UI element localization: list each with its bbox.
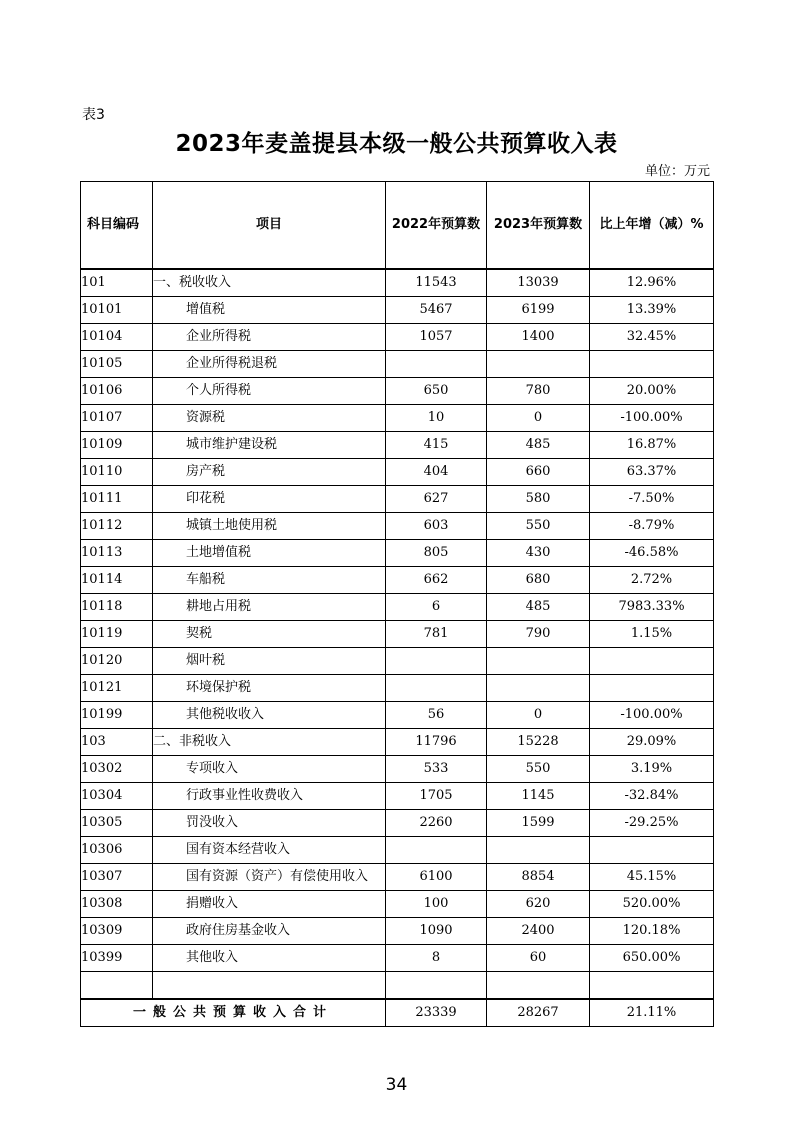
row-budget-2023: 8854 (487, 864, 590, 891)
row-item-name: 车船税 (153, 567, 386, 594)
total-budget-2023: 28267 (487, 999, 590, 1027)
row-change-pct (590, 675, 714, 702)
row-budget-2023: 1599 (487, 810, 590, 837)
row-code: 10305 (81, 810, 153, 837)
row-budget-2023: 550 (487, 756, 590, 783)
row-budget-2023 (487, 648, 590, 675)
table-row (81, 432, 714, 459)
row-change-pct: -32.84% (590, 783, 714, 810)
row-item-name: 捐赠收入 (153, 891, 386, 918)
row-item-name: 行政事业性收费收入 (153, 783, 386, 810)
row-code: 10304 (81, 783, 153, 810)
row-budget-2022: 627 (386, 486, 487, 513)
row-change-pct: 650.00% (590, 945, 714, 972)
row-budget-2023: 620 (487, 891, 590, 918)
row-change-pct: 29.09% (590, 729, 714, 756)
row-code: 10107 (81, 405, 153, 432)
row-change-pct: -7.50% (590, 486, 714, 513)
row-change-pct: -29.25% (590, 810, 714, 837)
row-budget-2023: 485 (487, 432, 590, 459)
row-budget-2023: 680 (487, 567, 590, 594)
row-budget-2023: 60 (487, 945, 590, 972)
row-item-name: 二、非税收入 (153, 729, 386, 756)
row-item-name: 耕地占用税 (153, 594, 386, 621)
row-change-pct: 63.37% (590, 459, 714, 486)
total-row (81, 999, 714, 1027)
row-code: 10101 (81, 297, 153, 324)
header-item: 项目 (153, 182, 386, 270)
row-code: 10399 (81, 945, 153, 972)
header-change-pct: 比上年增（减）% (590, 182, 714, 270)
row-budget-2022: 404 (386, 459, 487, 486)
row-change-pct: 45.15% (590, 864, 714, 891)
row-budget-2023: 1145 (487, 783, 590, 810)
header-code: 科目编码 (81, 182, 153, 270)
table-row (81, 675, 714, 702)
row-item-name: 土地增值税 (153, 540, 386, 567)
row-code: 10109 (81, 432, 153, 459)
row-budget-2022: 11543 (386, 269, 487, 297)
table-row (81, 891, 714, 918)
row-code: 10119 (81, 621, 153, 648)
row-budget-2022: 10 (386, 405, 487, 432)
row-budget-2023 (487, 837, 590, 864)
row-change-pct: -46.58% (590, 540, 714, 567)
row-item-name: 城镇土地使用税 (153, 513, 386, 540)
row-code: 10308 (81, 891, 153, 918)
table-row (81, 702, 714, 729)
row-budget-2023: 2400 (487, 918, 590, 945)
row-budget-2022: 415 (386, 432, 487, 459)
row-item-name: 企业所得税退税 (153, 351, 386, 378)
row-budget-2022: 662 (386, 567, 487, 594)
row-budget-2022 (386, 648, 487, 675)
row-item-name: 个人所得税 (153, 378, 386, 405)
table-row (81, 405, 714, 432)
row-code (81, 972, 153, 1000)
page-number: 34 (385, 1075, 408, 1095)
budget-table (80, 181, 714, 1027)
table-row (81, 756, 714, 783)
row-budget-2022: 1057 (386, 324, 487, 351)
row-code: 10118 (81, 594, 153, 621)
table-row (81, 378, 714, 405)
row-budget-2023: 0 (487, 702, 590, 729)
row-change-pct: 520.00% (590, 891, 714, 918)
row-budget-2023: 790 (487, 621, 590, 648)
row-code: 10105 (81, 351, 153, 378)
row-code: 10121 (81, 675, 153, 702)
row-budget-2022 (386, 675, 487, 702)
row-code: 103 (81, 729, 153, 756)
row-change-pct: 13.39% (590, 297, 714, 324)
table-row (81, 621, 714, 648)
row-budget-2023: 780 (487, 378, 590, 405)
row-budget-2022: 5467 (386, 297, 487, 324)
row-budget-2023: 6199 (487, 297, 590, 324)
table-row (81, 729, 714, 756)
table-row (81, 351, 714, 378)
row-item-name: 烟叶税 (153, 648, 386, 675)
table-row (81, 324, 714, 351)
row-budget-2023: 580 (487, 486, 590, 513)
row-change-pct: 1.15% (590, 621, 714, 648)
row-item-name: 国有资源（资产）有偿使用收入 (153, 864, 386, 891)
row-budget-2023 (487, 972, 590, 1000)
row-budget-2023: 15228 (487, 729, 590, 756)
table-label: 表3 (82, 107, 105, 123)
row-budget-2022: 533 (386, 756, 487, 783)
total-label: 一般公共预算收入合计 (81, 999, 386, 1027)
row-change-pct: 16.87% (590, 432, 714, 459)
row-item-name: 国有资本经营收入 (153, 837, 386, 864)
table-row (81, 837, 714, 864)
table-row (81, 513, 714, 540)
row-budget-2022: 100 (386, 891, 487, 918)
row-item-name: 契税 (153, 621, 386, 648)
row-budget-2022: 2260 (386, 810, 487, 837)
row-budget-2023: 550 (487, 513, 590, 540)
table-row (81, 810, 714, 837)
row-item-name: 一、税收收入 (153, 269, 386, 297)
row-item-name: 资源税 (153, 405, 386, 432)
row-item-name: 罚没收入 (153, 810, 386, 837)
total-budget-2022: 23339 (386, 999, 487, 1027)
table-row (81, 972, 714, 1000)
unit-note: 单位：万元 (644, 164, 710, 179)
row-code: 10306 (81, 837, 153, 864)
row-code: 10307 (81, 864, 153, 891)
row-item-name: 其他税收收入 (153, 702, 386, 729)
table-row (81, 783, 714, 810)
row-item-name: 其他收入 (153, 945, 386, 972)
row-change-pct (590, 351, 714, 378)
row-code: 10111 (81, 486, 153, 513)
table-row (81, 945, 714, 972)
row-change-pct: 7983.33% (590, 594, 714, 621)
row-budget-2022 (386, 972, 487, 1000)
row-item-name: 印花税 (153, 486, 386, 513)
row-change-pct (590, 837, 714, 864)
row-budget-2022: 1705 (386, 783, 487, 810)
row-item-name: 企业所得税 (153, 324, 386, 351)
row-change-pct (590, 972, 714, 1000)
row-budget-2022: 11796 (386, 729, 487, 756)
row-change-pct: 32.45% (590, 324, 714, 351)
header-budget-2022: 2022年预算数 (386, 182, 487, 270)
row-item-name: 政府住房基金收入 (153, 918, 386, 945)
row-budget-2023: 1400 (487, 324, 590, 351)
row-item-name: 专项收入 (153, 756, 386, 783)
table-row (81, 540, 714, 567)
row-budget-2022: 805 (386, 540, 487, 567)
row-budget-2022: 603 (386, 513, 487, 540)
row-budget-2022: 781 (386, 621, 487, 648)
row-item-name (153, 972, 386, 1000)
row-code: 10104 (81, 324, 153, 351)
row-change-pct: -8.79% (590, 513, 714, 540)
row-change-pct: -100.00% (590, 702, 714, 729)
row-budget-2022: 6100 (386, 864, 487, 891)
row-code: 101 (81, 269, 153, 297)
row-budget-2023: 660 (487, 459, 590, 486)
table-row (81, 269, 714, 297)
table-row (81, 918, 714, 945)
row-code: 10113 (81, 540, 153, 567)
row-code: 10114 (81, 567, 153, 594)
row-code: 10106 (81, 378, 153, 405)
table-row (81, 486, 714, 513)
row-budget-2022: 6 (386, 594, 487, 621)
row-budget-2022: 8 (386, 945, 487, 972)
row-budget-2023 (487, 675, 590, 702)
table-row (81, 594, 714, 621)
row-budget-2023 (487, 351, 590, 378)
row-code: 10309 (81, 918, 153, 945)
row-item-name: 房产税 (153, 459, 386, 486)
row-change-pct: 2.72% (590, 567, 714, 594)
row-budget-2022: 56 (386, 702, 487, 729)
row-budget-2022 (386, 351, 487, 378)
document-title: 2023年麦盖提县本级一般公共预算收入表 (175, 131, 618, 157)
table-row (81, 297, 714, 324)
row-change-pct: 20.00% (590, 378, 714, 405)
row-code: 10302 (81, 756, 153, 783)
table-row (81, 864, 714, 891)
table-row (81, 567, 714, 594)
row-change-pct: 12.96% (590, 269, 714, 297)
row-change-pct: 3.19% (590, 756, 714, 783)
row-budget-2023: 13039 (487, 269, 590, 297)
row-item-name: 环境保护税 (153, 675, 386, 702)
row-budget-2023: 0 (487, 405, 590, 432)
row-budget-2023: 485 (487, 594, 590, 621)
row-code: 10199 (81, 702, 153, 729)
row-change-pct: 120.18% (590, 918, 714, 945)
row-budget-2022 (386, 837, 487, 864)
table-row (81, 648, 714, 675)
row-budget-2022: 650 (386, 378, 487, 405)
row-item-name: 增值税 (153, 297, 386, 324)
row-change-pct (590, 648, 714, 675)
row-code: 10120 (81, 648, 153, 675)
table-header-row (81, 182, 714, 270)
row-budget-2022: 1090 (386, 918, 487, 945)
row-code: 10110 (81, 459, 153, 486)
table-row (81, 459, 714, 486)
row-budget-2023: 430 (487, 540, 590, 567)
row-item-name: 城市维护建设税 (153, 432, 386, 459)
header-budget-2023: 2023年预算数 (487, 182, 590, 270)
row-code: 10112 (81, 513, 153, 540)
row-change-pct: -100.00% (590, 405, 714, 432)
total-change-pct: 21.11% (590, 999, 714, 1027)
